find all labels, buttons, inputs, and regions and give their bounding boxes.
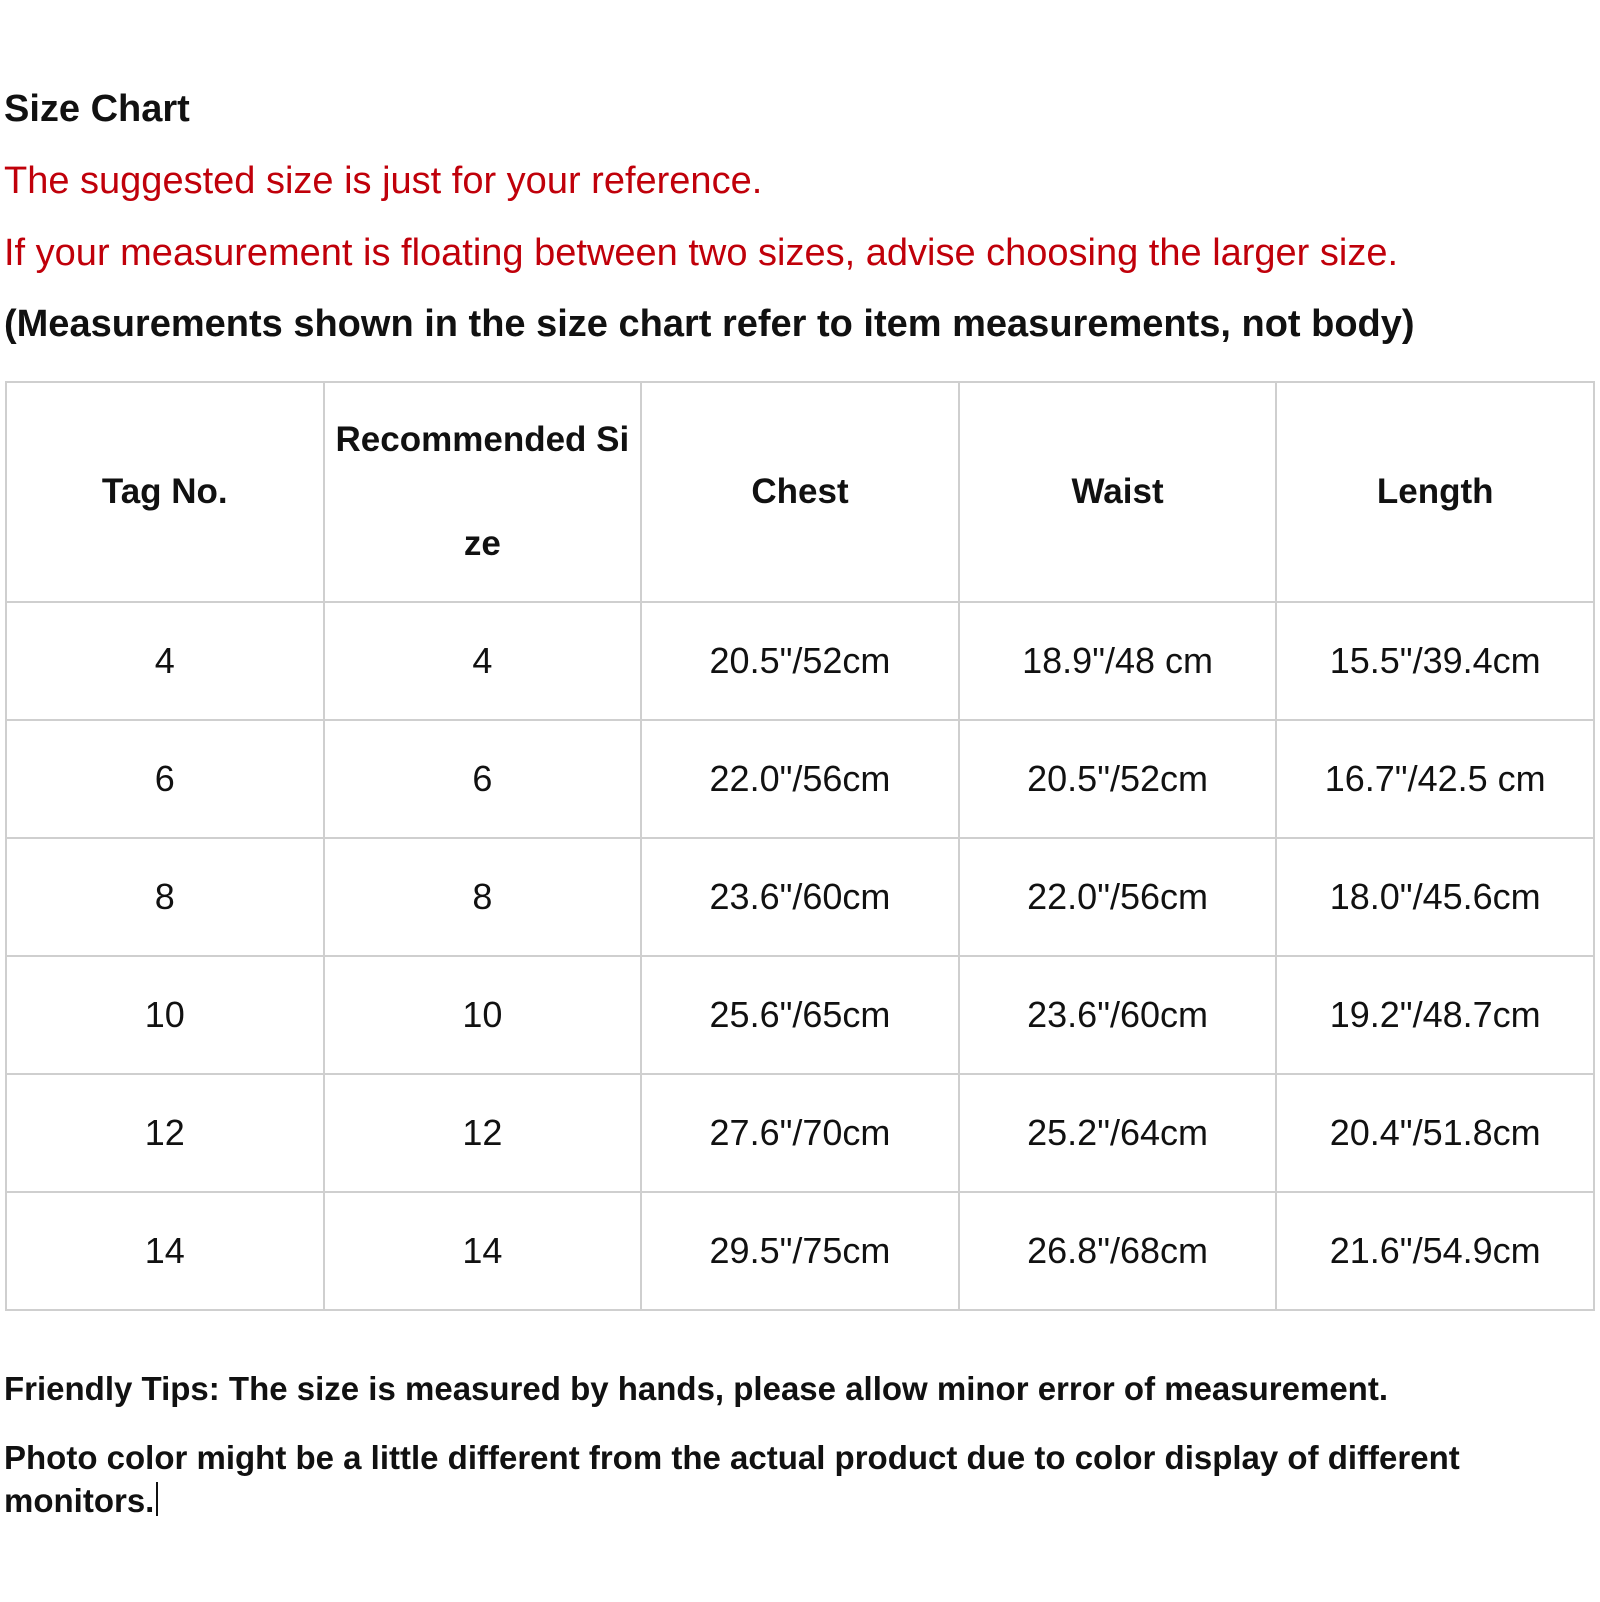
column-header-chest: Chest xyxy=(641,382,959,602)
table-row xyxy=(6,720,1594,838)
cell-recommended-size: 10 xyxy=(324,956,642,1074)
cell-waist: 26.8"/68cm xyxy=(959,1192,1277,1310)
column-header-length: Length xyxy=(1276,382,1594,602)
cell-length: 16.7"/42.5 cm xyxy=(1276,720,1594,838)
table-row xyxy=(6,1192,1594,1310)
column-header-waist: Waist xyxy=(959,382,1277,602)
cell-chest: 25.6"/65cm xyxy=(641,956,959,1074)
cell-waist: 18.9"/48 cm xyxy=(959,602,1277,720)
cell-recommended-size: 12 xyxy=(324,1074,642,1192)
cell-tag-no: 14 xyxy=(6,1192,324,1310)
cell-recommended-size: 14 xyxy=(324,1192,642,1310)
text-cursor xyxy=(156,1482,158,1516)
cell-length: 18.0"/45.6cm xyxy=(1276,838,1594,956)
cell-waist: 20.5"/52cm xyxy=(959,720,1277,838)
cell-chest: 20.5"/52cm xyxy=(641,602,959,720)
column-header-tag-no: Tag No. xyxy=(6,382,324,602)
cell-waist: 23.6"/60cm xyxy=(959,956,1277,1074)
cell-waist: 22.0"/56cm xyxy=(959,838,1277,956)
column-header-recommended-size xyxy=(324,382,642,602)
cell-tag-no: 10 xyxy=(6,956,324,1074)
cell-waist: 25.2"/64cm xyxy=(959,1074,1277,1192)
cell-tag-no: 12 xyxy=(6,1074,324,1192)
page-title: Size Chart xyxy=(4,88,190,130)
cell-length: 20.4"/51.8cm xyxy=(1276,1074,1594,1192)
cell-tag-no: 6 xyxy=(6,720,324,838)
friendly-tip-color xyxy=(4,1436,1584,1522)
cell-length: 19.2"/48.7cm xyxy=(1276,956,1594,1074)
cell-recommended-size: 8 xyxy=(324,838,642,956)
cell-chest: 27.6"/70cm xyxy=(641,1074,959,1192)
size-table xyxy=(5,381,1595,1311)
cell-length: 15.5"/39.4cm xyxy=(1276,602,1594,720)
friendly-tip-color-text: Photo color might be a little different from the actual product due to color display of different monitors. xyxy=(4,1439,1460,1519)
cell-chest: 23.6"/60cm xyxy=(641,838,959,956)
table-row xyxy=(6,1074,1594,1192)
table-row xyxy=(6,602,1594,720)
column-header-recommended-size-label: Recommended Size xyxy=(335,420,630,563)
cell-tag-no: 8 xyxy=(6,838,324,956)
cell-chest: 29.5"/75cm xyxy=(641,1192,959,1310)
table-row xyxy=(6,956,1594,1074)
cell-recommended-size: 6 xyxy=(324,720,642,838)
friendly-tip-measurement: Friendly Tips: The size is measured by hands, please allow minor error of measurement. xyxy=(4,1370,1388,1407)
table-row xyxy=(6,838,1594,956)
sizing-advice-note: If your measurement is floating between two sizes, advise choosing the larger size. xyxy=(4,232,1399,274)
cell-recommended-size: 4 xyxy=(324,602,642,720)
table-header-row xyxy=(6,382,1594,602)
cell-chest: 22.0"/56cm xyxy=(641,720,959,838)
measurement-note: (Measurements shown in the size chart refer to item measurements, not body) xyxy=(4,303,1415,345)
cell-tag-no: 4 xyxy=(6,602,324,720)
cell-length: 21.6"/54.9cm xyxy=(1276,1192,1594,1310)
reference-note: The suggested size is just for your reference. xyxy=(4,160,763,202)
